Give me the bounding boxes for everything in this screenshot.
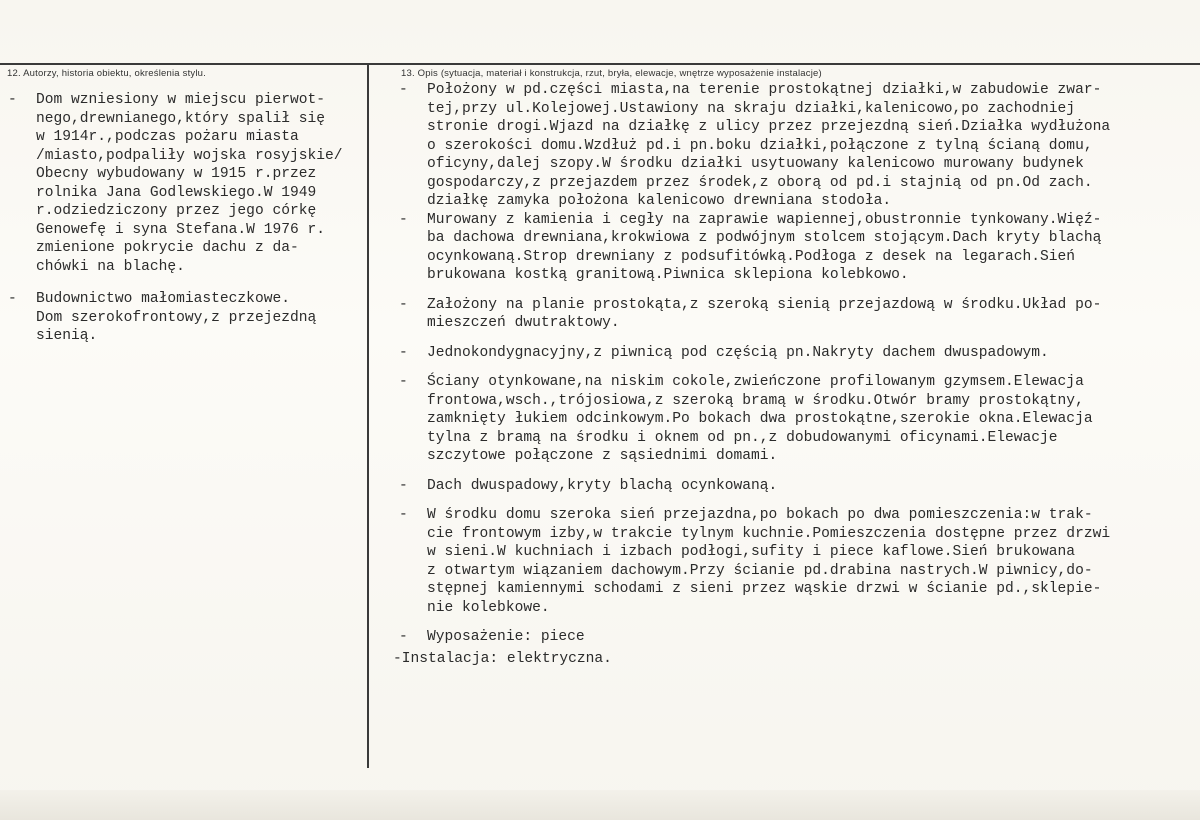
text-line: Położony w pd.części miasta,na terenie prostokątnej działki,w zabudowie zwar- xyxy=(427,82,1102,98)
bullet-dash: - xyxy=(399,629,408,645)
paper-bottom-edge xyxy=(0,790,1200,820)
text-item xyxy=(8,91,366,276)
text-line: ocynkowaną.Strop drewniany z podsufitówką.Podłoga z desek na legarach.Sień xyxy=(427,248,1076,265)
text-line: tylna z bramą na środku i oknem od pn.,z dobudowanymi oficynami.Elewacje xyxy=(427,429,1058,446)
bullet-dash: - xyxy=(399,344,408,361)
text-line: Założony na planie prostokąta,z szeroką sienią przejazdową w środku.Układ po- xyxy=(427,296,1102,313)
history-column xyxy=(8,91,366,346)
bullet-dash: - xyxy=(8,92,17,108)
text-line: stronie drogi.Wjazd na działkę z ulicy przez przejezdną sień.Działka wydłużona xyxy=(427,119,1111,135)
bullet-dash: - xyxy=(399,296,408,313)
text-line: szczytowe połączone z sąsiednimi domami. xyxy=(427,448,778,464)
text-line: Murowany z kamienia i cegły na zaprawie wapiennej,obustronnie tynkowany.Więź- xyxy=(427,211,1102,228)
text-line: W środku domu szeroka sień przejazdna,po bokach po dwa pomieszczenia:w trak- xyxy=(427,507,1093,523)
text-line: Ściany otynkowane,na niskim cokole,zwieńczone profilowanym gzymsem.Elewacja xyxy=(427,374,1084,390)
text-line: nie kolebkowe. xyxy=(427,599,550,616)
text-line: Dom wzniesiony w miejscu pierwot- xyxy=(36,92,326,108)
text-item xyxy=(399,211,1199,285)
text-line: Dom szerokofrontowy,z przejezdną xyxy=(36,309,317,326)
text-line: Jednokondygnacyjny,z piwnicą pod częścią pn.Nakryty dachem dwuspadowym. xyxy=(427,344,1049,361)
text-line: chówki na blachę. xyxy=(36,258,185,275)
bullet-dash: - xyxy=(399,507,408,523)
text-item xyxy=(399,296,1199,333)
text-item xyxy=(8,290,366,346)
text-line: rolnika Jana Godlewskiego.W 1949 xyxy=(36,184,317,201)
text-line: w 1914r.,podczas pożaru miasta xyxy=(36,129,299,145)
column-divider xyxy=(367,63,369,768)
text-item xyxy=(399,628,1199,647)
text-line: stępnej kamiennymi schodami z sieni przez wąskie drzwi w ścianie pd.,sklepie- xyxy=(427,581,1102,597)
text-line: zmienione pokrycie dachu z da- xyxy=(36,240,299,256)
text-line: Genowefę i syna Stefana.W 1976 r. xyxy=(36,221,326,238)
text-item xyxy=(399,373,1199,466)
description-column xyxy=(393,81,1199,668)
left-section-header: 12. Autorzy, historia obiektu, określenia stylu. xyxy=(7,68,206,79)
text-line: Obecny wybudowany w 1915 r.przez xyxy=(36,166,317,182)
text-line: o szerokości domu.Wzdłuż pd.i pn.boku działki,połączone z tylną ścianą domu, xyxy=(427,137,1093,154)
text-item xyxy=(399,506,1199,617)
text-line: mieszczeń dwutraktowy. xyxy=(427,315,620,331)
text-line: zamknięty łukiem odcinkowym.Po bokach dwa prostokątne,szerokie okna.Elewacja xyxy=(427,411,1093,427)
text-line: frontowa,wsch.,trójosiowa,z szeroką bramą w środku.Otwór bramy prostokątny, xyxy=(427,392,1084,409)
header-rule xyxy=(0,63,1200,65)
text-line: działkę zamyka położona kalenicowo drewniana stodoła. xyxy=(427,193,892,209)
text-line: w sieni.W kuchniach i izbach podłogi,sufity i piece kaflowe.Sień brukowana xyxy=(427,544,1076,560)
text-line: Dach dwuspadowy,kryty blachą ocynkowaną. xyxy=(427,477,778,494)
text-line: /miasto,podpaliły wojska rosyjskie/ xyxy=(36,147,343,164)
bullet-dash: - xyxy=(8,291,17,307)
bullet-dash: - xyxy=(399,374,408,390)
bullet-dash: - xyxy=(399,211,408,228)
text-line: oficyny,dalej szopy.W środku działki usytuowany kalenicowo murowany budynek xyxy=(427,156,1084,172)
text-item xyxy=(399,477,1199,496)
text-item xyxy=(399,81,1199,211)
text-line: z otwartym wiązaniem dachowym.Przy ścianie pd.drabina nastrych.W piwnicy,do- xyxy=(427,562,1093,579)
text-line: ba dachowa drewniana,krokwiowa z podwójnym stolcem stojącym.Dach kryty blachą xyxy=(427,230,1102,246)
text-line: sienią. xyxy=(36,328,98,344)
text-line: Budownictwo małomiasteczkowe. xyxy=(36,291,290,307)
text-line: Wyposażenie: piece xyxy=(427,629,585,645)
right-section-header: 13. Opis (sytuacja, materiał i konstrukcja, rzut, bryła, elewacje, wnętrze wyposażenie instalacje) xyxy=(401,68,822,79)
bullet-dash: - xyxy=(399,477,408,494)
text-line: tej,przy ul.Kolejowej.Ustawiony na skraju działki,kalenicowo,po zachodniej xyxy=(427,100,1076,117)
text-line: brukowana kostką granitową.Piwnica sklepiona kolebkowo. xyxy=(427,267,909,283)
text-line: r.odziedziczony przez jego córkę xyxy=(36,203,317,219)
text-item xyxy=(399,344,1199,363)
text-line: gospodarczy,z przejazdem przez środek,z oborą od pd.i stajnią od pn.Od zach. xyxy=(427,174,1093,191)
bullet-dash: - xyxy=(399,82,408,98)
installation-line: -Instalacja: elektryczna. xyxy=(393,650,612,667)
text-line: nego,drewnianego,który spalił się xyxy=(36,110,326,127)
text-line: cie frontowym izby,w trakcie tylnym kuchnie.Pomieszczenia dostępne przez drzwi xyxy=(427,525,1111,542)
